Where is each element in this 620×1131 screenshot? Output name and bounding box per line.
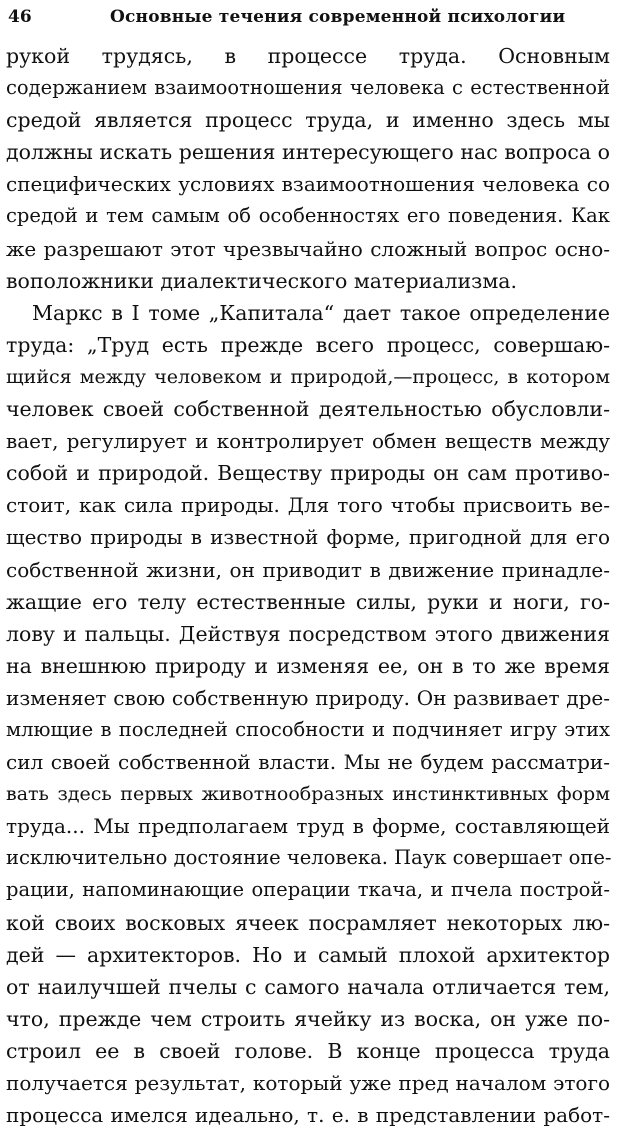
body-text bbox=[6, 40, 610, 1131]
text-line: специфических условиях взаимоотношения человека со bbox=[6, 172, 610, 197]
text-line: получается результат, который уже пред началом этого bbox=[6, 1071, 610, 1095]
text-line: от наилучшей пчелы с самого начала отличается тем, bbox=[6, 974, 610, 999]
text-line: вать здесь первых животнообразных инстинктивных форм bbox=[6, 783, 610, 806]
text-line: человек своей собственной деятельностью обусловли- bbox=[6, 397, 610, 422]
text-line: процесса имелся идеально, т. е. в представлении работ- bbox=[6, 1103, 610, 1128]
text-line: средой и тем самым об особенностях его поведения. Как bbox=[6, 204, 610, 228]
paragraph-1 bbox=[6, 40, 610, 297]
text-line: труда: „Труд есть прежде всего процесс, совершаю- bbox=[6, 332, 610, 357]
running-title: Основные течения современной психологии bbox=[110, 7, 566, 27]
text-line: млющие в последней способности и подчиняет игру этих bbox=[6, 717, 610, 741]
text-line: исключительно достояние человека. Паук совершает опе- bbox=[6, 846, 612, 870]
text-line: воположники диалектического материализма. bbox=[6, 268, 518, 293]
text-line: щийся между человеком и природой,—процесс, в котором bbox=[6, 365, 610, 388]
text-line: что, прежде чем строить ячейку из воска, он уже по- bbox=[6, 1006, 610, 1031]
text-line: лову и пальцы. Действуя посредством этого движения bbox=[6, 621, 610, 646]
page-number: 46 bbox=[8, 7, 32, 27]
running-header bbox=[8, 4, 612, 30]
text-line: рукой трудясь, в процессе труда. Основным bbox=[6, 44, 610, 68]
text-line: рации, напоминающие операции ткача, и пчела построй- bbox=[6, 878, 610, 902]
text-line: Маркс в I томе „Капитала“ дает такое определение bbox=[32, 300, 610, 325]
text-line: вает, регулирует и контролирует обмен веществ между bbox=[6, 429, 610, 454]
text-line: жащие его телу естественные силы, руки и ноги, го- bbox=[6, 589, 610, 614]
text-line: кой своих восковых ячеек посрамляет некоторых лю- bbox=[6, 910, 610, 935]
text-line: дей — архитекторов. Но и самый плохой архитектор bbox=[6, 942, 610, 967]
text-line: изменяет свою собственную природу. Он развивает дре- bbox=[6, 685, 610, 710]
text-line: же разрешают этот чрезвычайно сложный вопрос осно- bbox=[6, 236, 610, 261]
paragraph-2 bbox=[6, 297, 610, 1131]
text-line: стоит, как сила природы. Для того чтобы присвоить ве- bbox=[6, 493, 610, 518]
text-line: должны искать решения интересующего нас вопроса о bbox=[6, 140, 610, 165]
text-line: труда... Мы предполагаем труд в форме, составляющей bbox=[6, 814, 610, 839]
text-line: собственной жизни, он приводит в движение принадле- bbox=[6, 557, 610, 582]
text-line: средой является процесс труда, и именно здесь мы bbox=[6, 108, 610, 133]
text-line: на внешнюю природу и изменяя ее, он в то же время bbox=[6, 653, 610, 678]
text-line: содержанием взаимоотношения человека с естественной bbox=[6, 76, 610, 100]
text-line: собой и природой. Веществу природы он сам противо- bbox=[6, 461, 610, 486]
text-line: сил своей собственной власти. Мы не будем рассматри- bbox=[6, 750, 610, 775]
text-line: строил ее в своей голове. В конце процесса труда bbox=[6, 1038, 610, 1063]
text-line: щество природы в известной форме, пригодной для его bbox=[6, 525, 610, 550]
